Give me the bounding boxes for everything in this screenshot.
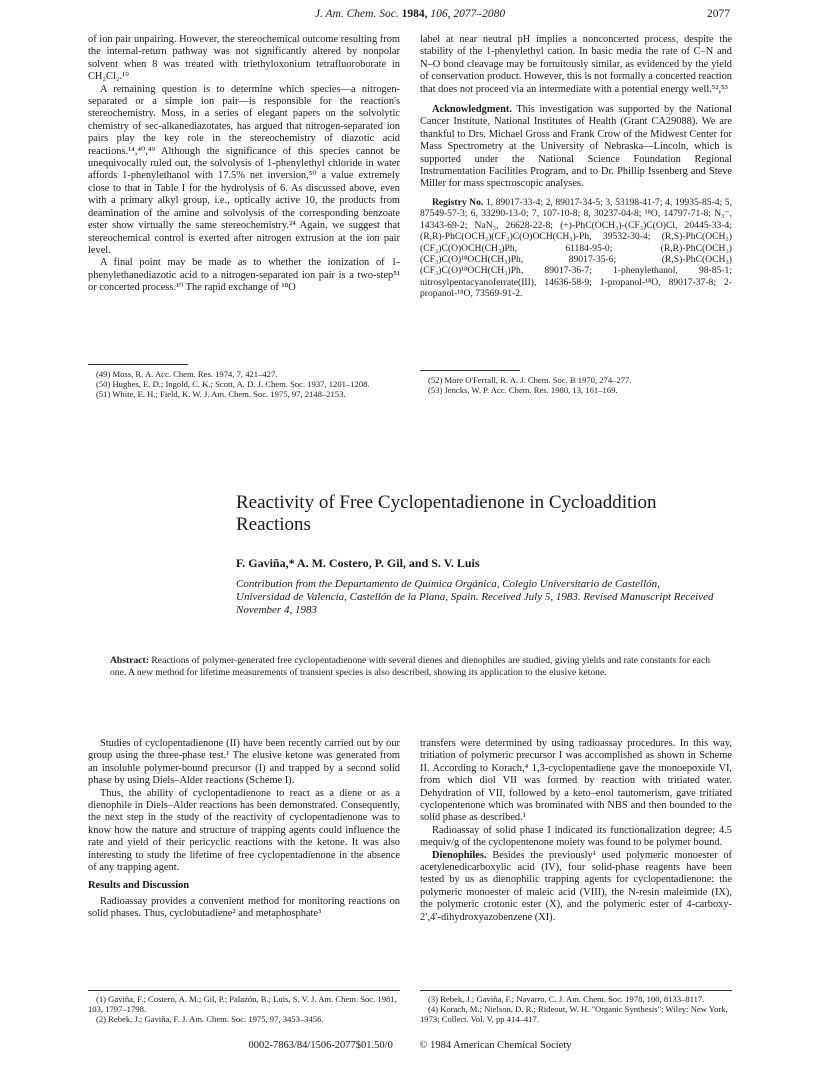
dienophiles-heading: Dienophiles. bbox=[432, 849, 487, 861]
abstract-label: Abstract: bbox=[110, 655, 149, 666]
abstract bbox=[110, 655, 710, 678]
paragraph: Studies of cyclopentadienone (II) have been recently carried out by our group using the three-phase test.¹ The elusive ketone was generated from an insoluble polymer-bound precursor (I) and trapped by a second solid phase by using Diels–Alder reactions (Scheme I). bbox=[88, 738, 400, 787]
footnote: (1) Gaviña, F.; Costero, A. M.; Gil, P.; Palazón, B.; Luis, S. V. J. Am. Chem. Soc. 1981, 103, 1797–1798. bbox=[88, 994, 397, 1014]
top-right-column bbox=[420, 34, 732, 300]
bottom-right-footnotes bbox=[420, 994, 732, 1024]
footnote-rule bbox=[420, 990, 732, 991]
paragraph: A remaining question is to determine which species—a nitrogen-separated or a simple ion pair—is responsible for the reaction's stereochemistry. Moss, in a series of elegant papers on the solvolytic chemistry of sec-alkanediazotates, has argued that nitrogen-separated ion pairs play the key role in the stereochemistry of diazotic acid reactions.¹⁴,⁴⁰,⁴⁹ Although the significance of this species cannot be unequivocally ruled out, the solvolysis of 1-phenylethyl chloride in water affords 1-phenylethanol with 17.5% net inversion,⁵⁰ a value extremely close to that in Table I for the hydrolysis of 6. As discussed above, even with a primary alkyl group, i.e., optically active 10, the products from deamination of the amine and solvolysis of the corresponding benzoate ester show virtually the same stereochemistry.²⁴ Again, we suggest that stereochemical control is exerted after nitrogen extrusion at the ion pair level. bbox=[88, 83, 400, 256]
registry-text: 1, 89017-33-4; 2, 89017-34-5; 3, 53198-41-7; 4, 19935-85-4; 5, 87549-57-3; 6, 33290-13-0; 7, 107-10-8; 8, 30237-04-8; ¹⁸O, 14797-71-8; N₃⁻, 14343-69-2; NaN₃, 26628-22-8; (+)-PhC(OCH₃)-(CF₃)C(O)Cl, 20445-33-4; (R,R)-PhC(OCH₃)(CF₃)C(O)OCH(CH₃)-Ph, 39532-30-4; (R,S)-PhC(OCH₃)(CF₃)C(O)OCH(CH₃)Ph, 61184-95-0; (R,R)-PhC(OCH₃)(CF₃)C(O)¹⁸OCH(CH₃)Ph, 89017-35-6; (R,S)-PhC(OCH₃)(CF₃)C(O)¹⁸OCH(CH₃)Ph, 89017-36-7; 1-phenylethanol, 98-85-1; nitrosylpentacyanoferrate(III), 14636-58-9; 1-propanol-¹⁸O, 89017-37-8; 2-propanol-¹⁸O, 73569-91-2. bbox=[420, 196, 732, 300]
copyright-notice: © 1984 American Chemical Society bbox=[419, 1040, 572, 1051]
top-left-footnotes bbox=[88, 369, 400, 399]
journal-name: J. Am. Chem. Soc. bbox=[314, 8, 399, 20]
journal-year: 1984, bbox=[401, 8, 428, 20]
section-heading: Results and Discussion bbox=[88, 880, 190, 892]
paragraph: Thus, the ability of cyclopentadienone to react as a diene or as a dienophile in Diels–Alder reactions has been demonstrated. Consequently, the next step in the study of the reactivity of cyclopentadienone was to know how the nature and structure of trapping agents could influence the rate and yield of their pericyclic reactions with the ketone. It was also interesting to study the lifetime of free cyclopentadienone in the absence of any trapping agent. bbox=[88, 787, 400, 874]
paragraph: label at near neutral pH implies a nonconcerted process, despite the stability of the 1-phenylethyl cation. In basic media the rate of C–N and N–O bond cleavage may be fortuitously similar, as evidenced by the yield of conservation product. However, this is not formally a concerted reaction that does not proceed via an intermediate with a potential energy well.⁵²,⁵³ bbox=[420, 34, 732, 95]
article-affiliation: Contribution from the Departamento de Química Orgánica, Colegio Universitario de Castellón, Universidad de Valencia, Castellón de la Plana, Spain. Received July 5, 1983. Revised Manuscript Received November 4, 1983 bbox=[236, 578, 714, 616]
paragraph: of ion pair unpairing. However, the stereochemical outcome resulting from the internal-return pathway was not significantly altered by nonpolar solvent when 8 was treated with triethyloxonium tetrafluoroborate in CH₂Cl₂.¹⁹ bbox=[88, 34, 400, 83]
bottom-left-footnotes bbox=[88, 994, 400, 1024]
article-code: 0002-7863/84/1506-2077$01.50/0 bbox=[248, 1040, 393, 1051]
paragraph: A final point may be made as to whether the ionization of 1-phenylethanediazotic acid to a nitrogen-separated ion pair is a two-step⁵¹ or concerted process.¹⁰ The rapid exchange of ¹⁸O bbox=[88, 257, 400, 294]
footnote: (2) Rebek, J.; Gaviña, F. J. Am. Chem. Soc. 1975, 97, 3453–3456. bbox=[96, 1014, 324, 1024]
footnote: (4) Korach, M.; Nielson, D. R.; Rideout, W. H. "Organic Synthesis"; Wiley: New York, 1973; Collect. Vol. V, pp 414–417. bbox=[420, 1004, 728, 1024]
footnote: (52) More O'Ferrall, R. A. J. Chem. Soc. B 1970, 274–277. bbox=[428, 375, 632, 385]
top-left-column bbox=[88, 34, 400, 295]
paragraph: Radioassay provides a convenient method for monitoring reactions on solid phases. Thus, cyclobutadiene² and metaphosphate³ bbox=[88, 895, 400, 920]
paragraph: Radioassay of solid phase I indicated its functionalization degree; 4.5 mequiv/g of the cyclopentenone moiety was found to be polymer bound. bbox=[420, 824, 732, 849]
footnote: (3) Rebek, J.; Gaviña, F.; Navarro, C. J. Am. Chem. Soc. 1978, 100, 8133–8117. bbox=[428, 994, 705, 1004]
footnote-rule bbox=[88, 990, 400, 991]
footnote-rule bbox=[88, 364, 188, 365]
running-head bbox=[90, 8, 730, 26]
journal-pages: 2077–2080 bbox=[453, 8, 506, 20]
page-footer bbox=[0, 1040, 820, 1051]
footnote-rule bbox=[420, 370, 520, 371]
article-title: Reactivity of Free Cyclopentadienone in Cycloaddition Reactions bbox=[236, 492, 657, 535]
page-number: 2077 bbox=[707, 8, 730, 20]
article-authors: F. Gaviña,* A. M. Costero, P. Gil, and S. V. Luis bbox=[236, 556, 480, 570]
dienophiles-text: Besides the previously¹ used polymeric monoester of acetylenedicarboxylic acid (IV), four solid-phase reagents have been tested by us as dienophilic trapping agents for cyclopentadienone: the polymeric monoester of maleic acid (VIII), the N-resin maleimide (IX), the polymeric crotonic ester (X), and the polymeric ester of 4-carboxy-2′,4′-dihydroxyazobenzene (XI). bbox=[420, 849, 732, 923]
bottom-left-column bbox=[88, 738, 400, 921]
registry-heading: Registry No. bbox=[432, 196, 484, 208]
acknowledgment bbox=[420, 104, 732, 191]
footnote: (53) Jencks, W. P. Acc. Chem. Res. 1980, 13, 161–169. bbox=[428, 385, 618, 395]
acknowledgment-heading: Acknowledgment. bbox=[432, 104, 512, 116]
running-head-citation bbox=[90, 8, 730, 20]
footnote: (51) White, E. H.; Field, K. W. J. Am. Chem. Soc. 1975, 97, 2148–2153. bbox=[96, 389, 346, 399]
top-right-footnotes bbox=[420, 375, 732, 395]
bottom-right-column bbox=[420, 738, 732, 924]
dienophiles-paragraph bbox=[420, 850, 732, 924]
journal-volume: 106, bbox=[430, 8, 451, 20]
registry-numbers bbox=[420, 197, 732, 300]
abstract-text: Reactions of polymer-generated free cyclopentadienone with several dienes and dienophiles are studied, giving yields and rate constants for each one. A new method for lifetime measurements of transient species is also described, showing its application to the elusive ketone. bbox=[110, 655, 710, 678]
footnote: (49) Moss, R. A. Acc. Chem. Res. 1974, 7, 421–427. bbox=[96, 369, 278, 379]
footnote: (50) Hughes, E. D.; Ingold, C. K.; Scott, A. D. J. Chem. Soc. 1937, 1201–1208. bbox=[96, 379, 370, 389]
acknowledgment-text: This investigation was supported by the National Cancer Institute, National Institutes of Health (Grant CA29088). We are thankful to Drs. Michael Gross and Frank Crow of the Midwest Center for Mass Spectrometry at the University of Nebraska—Lincoln, which is supported under the National Science Foundation Regional Instrumentation Facilities Program, and to Dr. Phillip Issenberg and Steve Miller for mass spectroscopic analyses. bbox=[420, 104, 732, 190]
paragraph: transfers were determined by using radioassay procedures. In this way, tritiation of polymeric precursor I was accomplished as shown in Scheme II. According to Korach,⁴ 1,3-cyclopentadiene gave the monoepoxide VI, from which diol VII was formed by reaction with tritiated water. Dehydration of VII, followed by a keto–enol tautomerism, gave tritiated cyclopentenone which was brominated with NBS and then bounded to the solid phase as described.¹ bbox=[420, 738, 732, 824]
